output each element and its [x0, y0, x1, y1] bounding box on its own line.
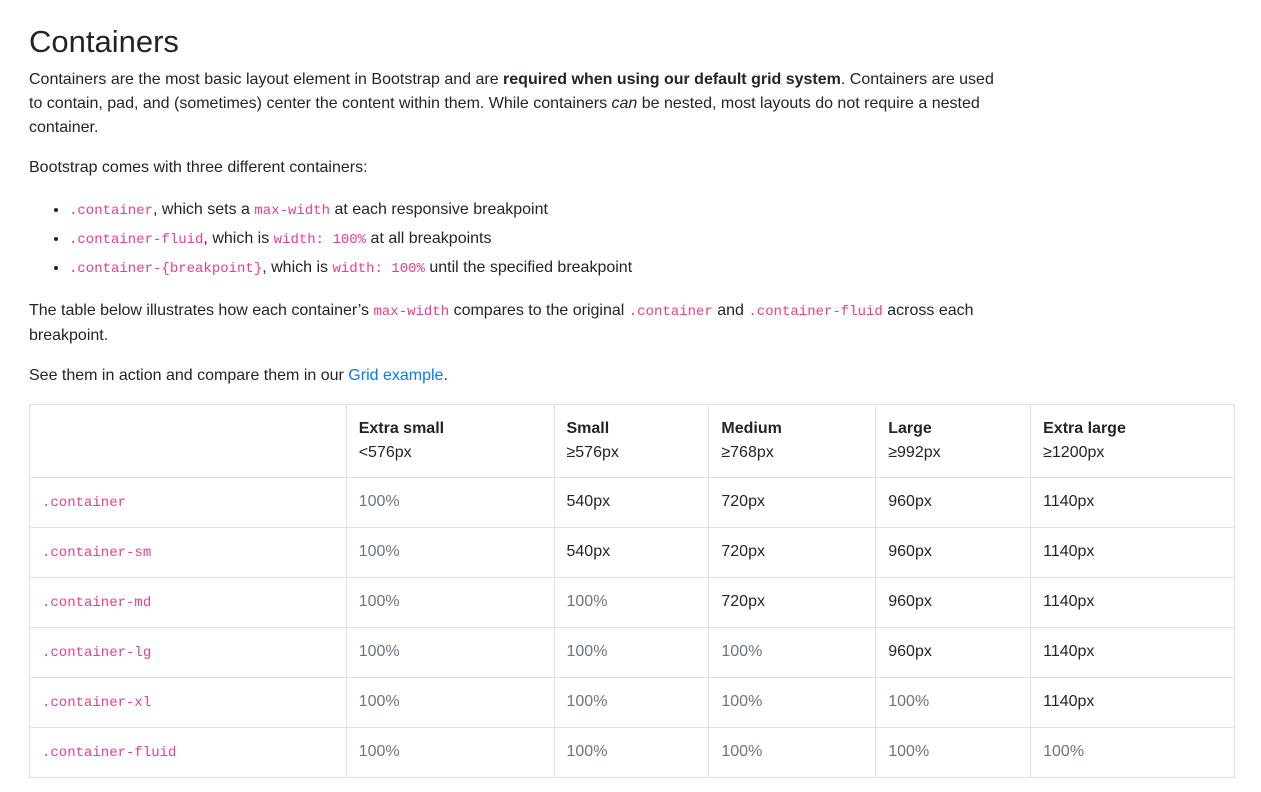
table-header-cell — [1031, 405, 1235, 478]
table-cell: 100% — [876, 728, 1031, 778]
intro-italic: can — [611, 95, 638, 112]
table-cell: 960px — [876, 528, 1031, 578]
intro-paragraph — [29, 68, 1004, 140]
table-cell: 540px — [554, 478, 709, 528]
list-item-code: width: 100% — [332, 261, 425, 277]
list-item-code: .container-{breakpoint} — [69, 261, 263, 277]
header-label: Medium — [721, 420, 782, 437]
table-cell: 720px — [709, 478, 876, 528]
list-item-code: .container — [69, 203, 154, 219]
row-name: .container-xl — [42, 695, 152, 711]
row-name-cell — [30, 528, 347, 578]
list-item-code: width: 100% — [273, 232, 367, 248]
list-item — [69, 225, 1261, 254]
list-item-text: until the specified breakpoint — [424, 259, 633, 276]
compare-code-3: .container-fluid — [748, 304, 883, 320]
intro-text-2: . Containers are used to contain, pad, and (sometimes) center the content within them. While containers — [29, 71, 994, 112]
compare-text-2: compares to the original — [449, 302, 629, 319]
table-cell: 100% — [709, 628, 876, 678]
table-cell: 100% — [346, 578, 554, 628]
header-sublabel: <576px — [358, 444, 412, 461]
header-label: Extra large — [1043, 420, 1126, 437]
row-name: .container-fluid — [42, 745, 177, 761]
table-cell: 960px — [876, 578, 1031, 628]
compare-code-2: .container — [628, 304, 713, 320]
list-item-text: , which is — [203, 230, 274, 247]
table-row — [30, 728, 1235, 778]
table-cell: 1140px — [1031, 578, 1235, 628]
table-row — [30, 578, 1235, 628]
header-sublabel: ≥768px — [721, 444, 774, 461]
list-item-text: at each responsive breakpoint — [330, 201, 548, 218]
intro-text-1: Containers are the most basic layout element in Bootstrap and are — [29, 71, 504, 88]
list-item-code: max-width — [254, 203, 331, 219]
table-row — [30, 528, 1235, 578]
table-cell: 960px — [876, 478, 1031, 528]
table-cell: 100% — [346, 528, 554, 578]
breakpoints-table — [29, 404, 1235, 778]
table-cell: 720px — [709, 578, 876, 628]
compare-text-4: across each breakpoint. — [29, 302, 974, 344]
table-cell: 960px — [876, 628, 1031, 678]
header-sublabel: ≥1200px — [1043, 444, 1105, 461]
row-name: .container — [42, 495, 127, 511]
table-row — [30, 628, 1235, 678]
list-item-text: at all breakpoints — [366, 230, 492, 247]
table-cell: 540px — [554, 528, 709, 578]
table-header-cell — [346, 405, 554, 478]
table-cell: 100% — [554, 728, 709, 778]
row-name-cell — [30, 478, 347, 528]
header-sublabel: ≥576px — [566, 444, 619, 461]
list-item-text: , which sets a — [153, 201, 255, 218]
compare-text-3: and — [712, 302, 749, 319]
table-header-cell — [554, 405, 709, 478]
table-cell: 100% — [346, 728, 554, 778]
table-header-cell — [30, 405, 347, 478]
table-row — [30, 678, 1235, 728]
row-name: .container-md — [42, 595, 152, 611]
table-header-cell — [876, 405, 1031, 478]
row-name: .container-lg — [42, 645, 152, 661]
table-header-row — [30, 405, 1235, 478]
table-cell: 1140px — [1031, 528, 1235, 578]
containers-list — [29, 196, 1261, 283]
see-paragraph — [29, 364, 1004, 388]
compare-paragraph — [29, 299, 1004, 348]
table-cell: 100% — [346, 478, 554, 528]
header-label: Extra small — [358, 420, 445, 437]
header-label: Large — [888, 420, 932, 437]
intro-text-3: be nested, most layouts do not require a nested container. — [29, 95, 980, 136]
table-cell: 100% — [554, 678, 709, 728]
list-item-text: , which is — [262, 259, 333, 276]
row-name-cell — [30, 678, 347, 728]
list-item — [69, 254, 1261, 283]
table-cell: 100% — [709, 678, 876, 728]
row-name-cell — [30, 578, 347, 628]
table-cell: 1140px — [1031, 628, 1235, 678]
table-cell: 1140px — [1031, 678, 1235, 728]
table-cell: 100% — [709, 728, 876, 778]
table-cell: 100% — [876, 678, 1031, 728]
table-header-cell — [709, 405, 876, 478]
see-text-2: . — [443, 367, 448, 384]
table-cell: 720px — [709, 528, 876, 578]
list-item-code: .container-fluid — [69, 232, 204, 248]
table-cell: 100% — [1031, 728, 1235, 778]
three-containers-paragraph: Bootstrap comes with three different containers: — [29, 159, 368, 176]
table-cell: 100% — [346, 678, 554, 728]
row-name-cell — [30, 728, 347, 778]
header-label: Small — [566, 420, 610, 437]
grid-example-link[interactable]: Grid example — [348, 367, 444, 384]
page-title: Containers — [29, 24, 179, 59]
header-sublabel: ≥992px — [888, 444, 941, 461]
compare-text-1: The table below illustrates how each container’s — [29, 302, 374, 319]
table-cell: 100% — [346, 628, 554, 678]
table-row — [30, 478, 1235, 528]
table-body — [30, 478, 1235, 778]
see-text-1: See them in action and compare them in our — [29, 367, 349, 384]
list-item — [69, 196, 1261, 225]
table-cell: 1140px — [1031, 478, 1235, 528]
intro-bold: required when using our default grid system — [503, 71, 841, 88]
row-name: .container-sm — [42, 545, 152, 561]
table-cell: 100% — [554, 578, 709, 628]
compare-code-1: max-width — [373, 304, 450, 320]
row-name-cell — [30, 628, 347, 678]
table-cell: 100% — [554, 628, 709, 678]
